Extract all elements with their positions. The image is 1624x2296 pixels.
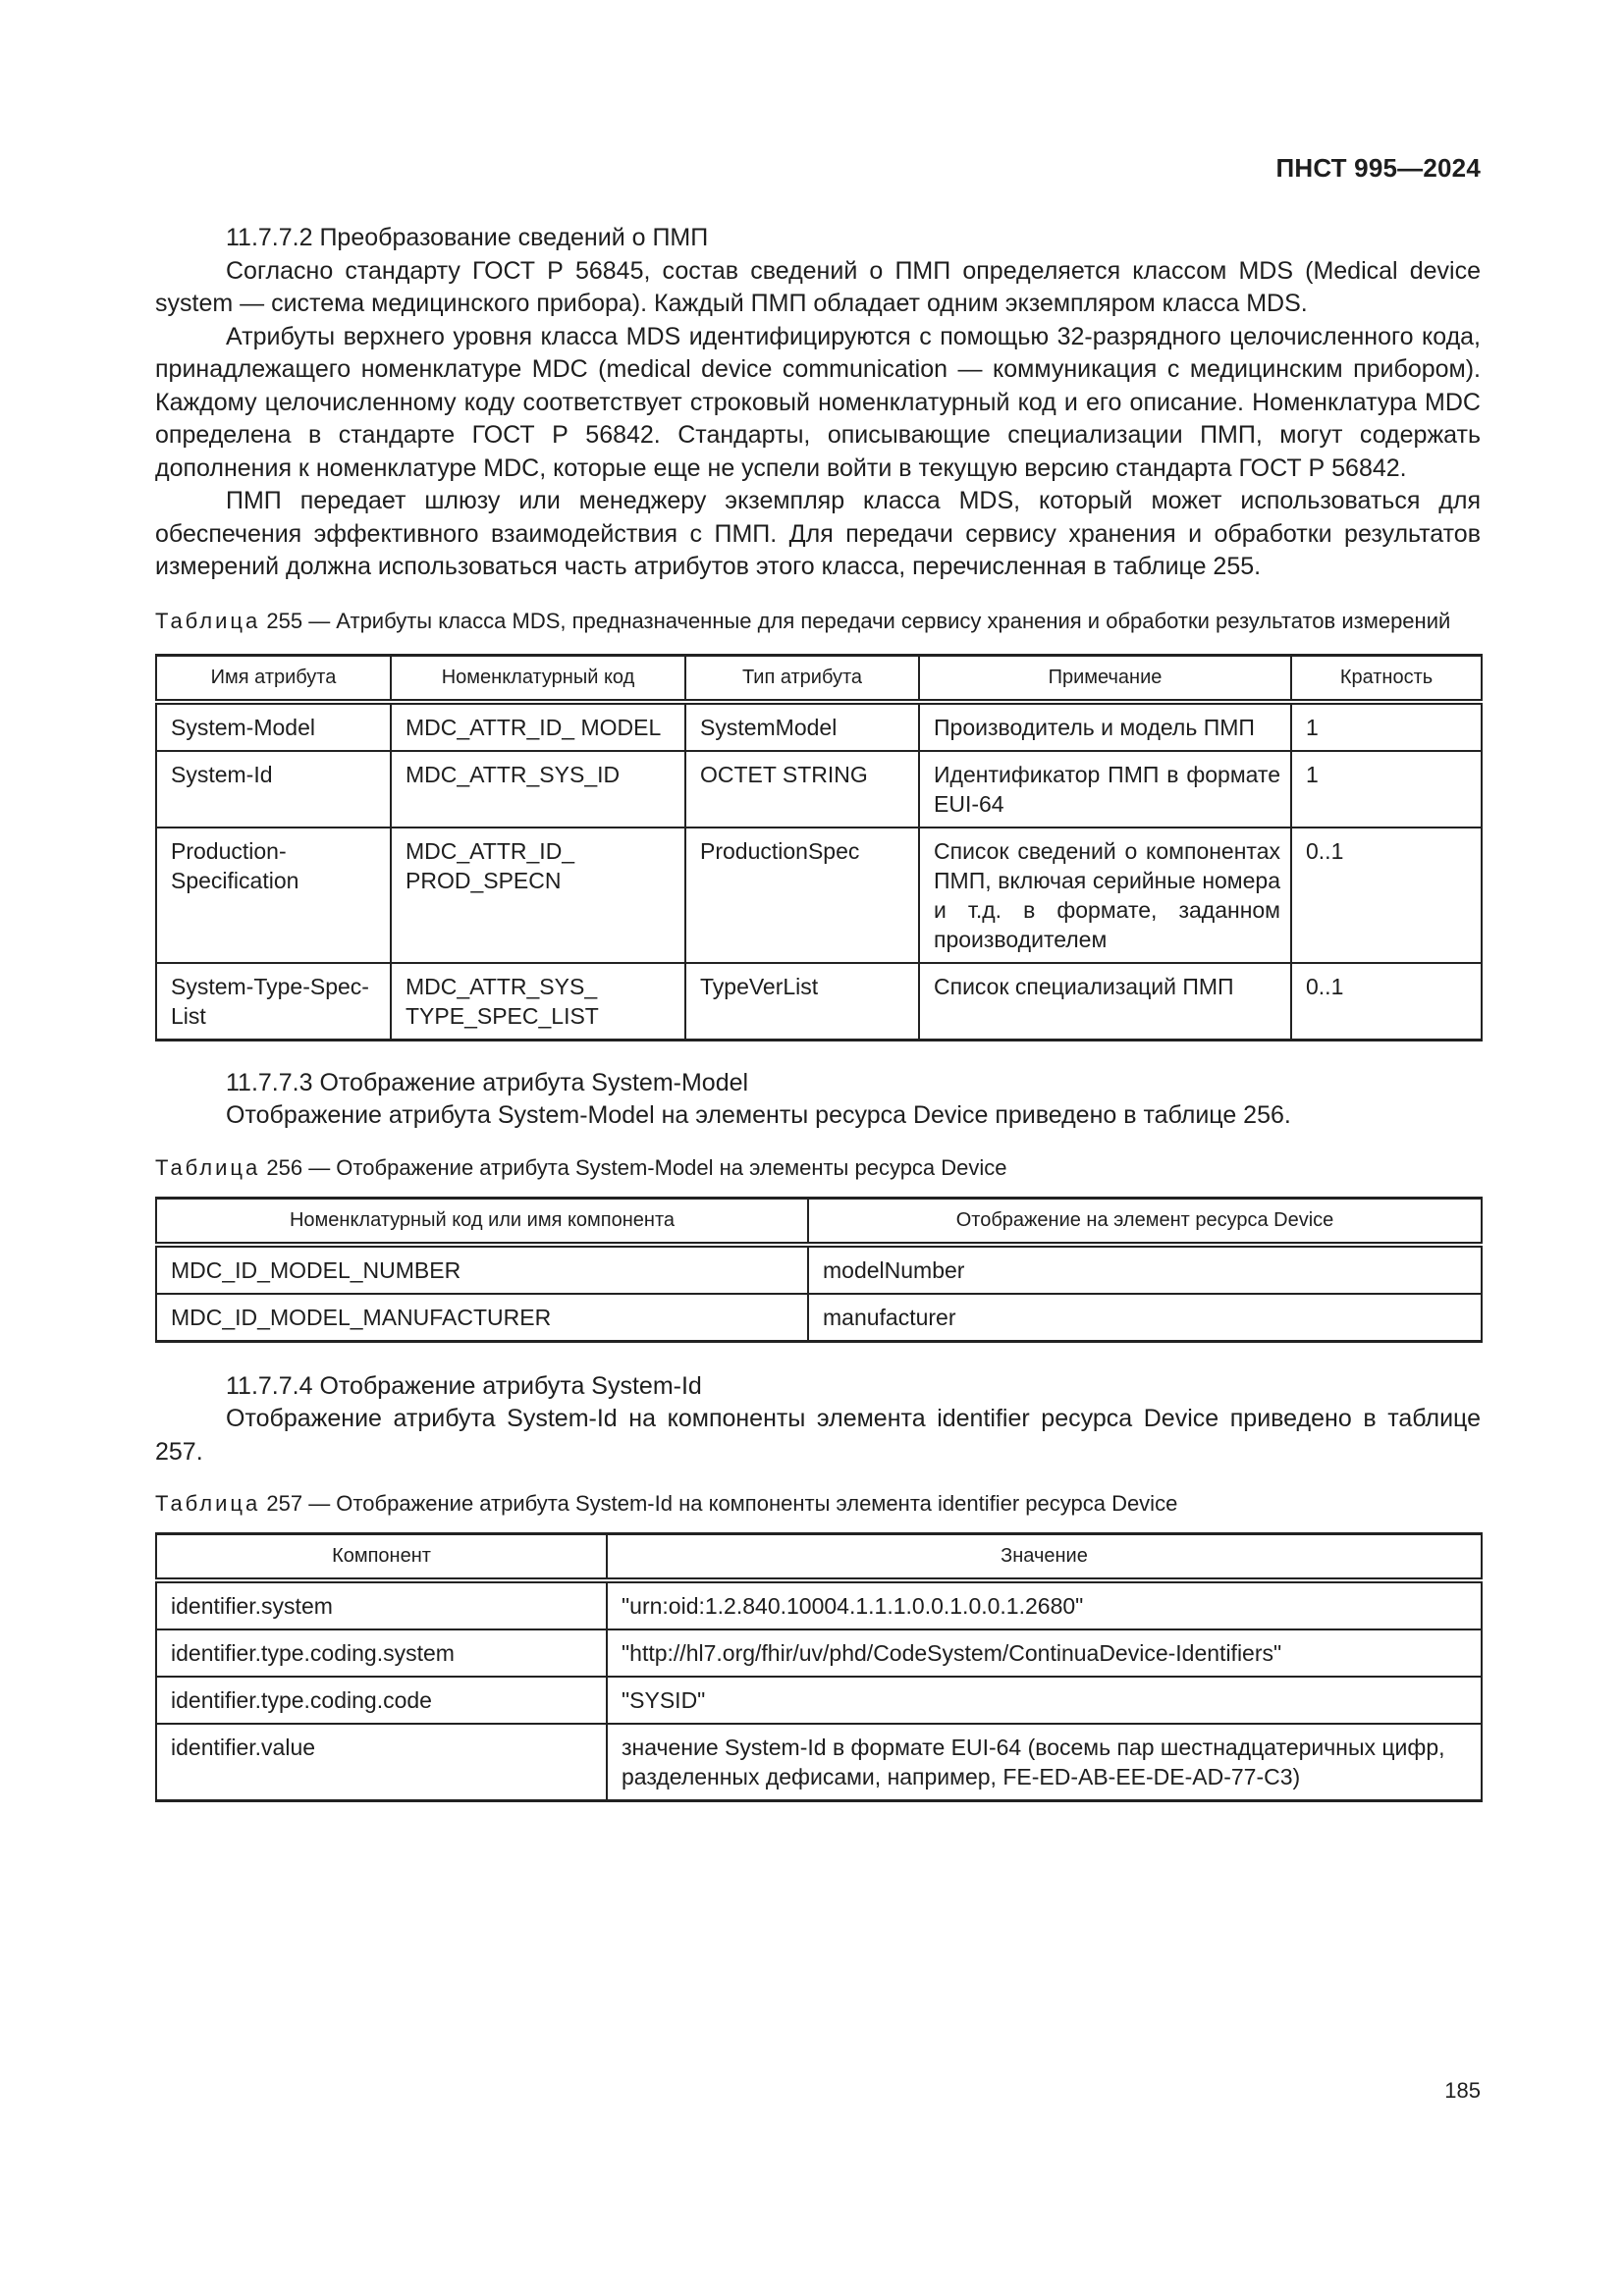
cell-value: "SYSID" — [607, 1677, 1482, 1724]
cell-component: MDC_ID_MODEL_NUMBER — [156, 1245, 808, 1294]
caption-text: 255 — Атрибуты класса MDS, предназначенные для передачи сервису хранения и обработки результатов измерений — [260, 608, 1451, 633]
table-row — [156, 751, 1482, 828]
caption-label: Таблица — [155, 1154, 261, 1180]
column-header: Значение — [607, 1534, 1482, 1581]
column-header: Номенклатурный код — [391, 655, 685, 702]
table-caption-256 — [155, 1152, 1481, 1183]
section-heading-11-7-7-4: 11.7.7.4 Отображение атрибута System-Id — [226, 1371, 702, 1400]
cell-component: identifier.type.coding.code — [156, 1677, 607, 1724]
paragraph: Согласно стандарту ГОСТ Р 56845, состав сведений о ПМП определяется классом MDS (Medical device system — система медицинского прибора). Каждый ПМП обладает одним экземпляром класса MDS. — [155, 256, 1481, 317]
cell-nomenclature-code: MDC_ATTR_ID_ MODEL — [391, 702, 685, 751]
cell-attribute-type: ProductionSpec — [685, 828, 919, 963]
cell-value: "http://hl7.org/fhir/uv/phd/CodeSystem/ContinuaDevice-Identifiers" — [607, 1629, 1482, 1677]
page-number: 185 — [1444, 2078, 1481, 2103]
table-header-row — [156, 1198, 1482, 1245]
cell-attribute-name: Production-Specification — [156, 828, 391, 963]
table-row — [156, 1629, 1482, 1677]
paragraph: ПМП передает шлюзу или менеджеру экземпляр класса MDS, который может использоваться для обеспечения эффективного взаимодействия с ПМП. Для передачи сервису хранения и обработки результатов измерений должна использоваться часть атрибутов этого класса, перечисленная в таблице 255. — [155, 487, 1481, 580]
cell-note: Идентификатор ПМП в формате EUI-64 — [919, 751, 1291, 828]
cell-note: Производитель и модель ПМП — [919, 702, 1291, 751]
table-row — [156, 1245, 1482, 1294]
column-header: Тип атрибута — [685, 655, 919, 702]
table-header-row — [156, 655, 1482, 702]
table-row — [156, 828, 1482, 963]
cell-component: MDC_ID_MODEL_MANUFACTURER — [156, 1294, 808, 1342]
cell-multiplicity: 0..1 — [1291, 963, 1482, 1041]
caption-text: 257 — Отображение атрибута System-Id на компоненты элемента identifier ресурса Device — [260, 1491, 1178, 1516]
cell-multiplicity: 0..1 — [1291, 828, 1482, 963]
table-row — [156, 963, 1482, 1041]
caption-label: Таблица — [155, 1491, 261, 1516]
cell-component: identifier.value — [156, 1724, 607, 1801]
table-header-row — [156, 1534, 1482, 1581]
table-row — [156, 702, 1482, 751]
column-header: Номенклатурный код или имя компонента — [156, 1198, 808, 1245]
cell-attribute-type: TypeVerList — [685, 963, 919, 1041]
cell-attribute-type: OCTET STRING — [685, 751, 919, 828]
cell-nomenclature-code: MDC_ATTR_SYS_ID — [391, 751, 685, 828]
cell-multiplicity: 1 — [1291, 751, 1482, 828]
cell-value: "urn:oid:1.2.840.10004.1.1.1.0.0.1.0.0.1.2680" — [607, 1580, 1482, 1629]
cell-mapping: manufacturer — [808, 1294, 1482, 1342]
page-content — [155, 222, 1481, 1802]
table-row — [156, 1580, 1482, 1629]
table-255 — [155, 654, 1483, 1041]
paragraph: Атрибуты верхнего уровня класса MDS идентифицируются с помощью 32-разрядного целочисленного кода, принадлежащего номенклатуре MDC (medical device communication — коммуникация с медицинским прибором). Каждому целочисленному коду соответствует строковый номенклатурный код и его описание. Номенклатура MDC определена в стандарте ГОСТ Р 56842. Стандарты, описывающие специализации ПМП, могут содержать дополнения к номенклатуре MDC, которые еще не успели войти в текущую версию стандарта ГОСТ Р 56842. — [155, 322, 1481, 482]
table-row — [156, 1677, 1482, 1724]
cell-multiplicity: 1 — [1291, 702, 1482, 751]
section-heading-11-7-7-2: 11.7.7.2 Преобразование сведений о ПМП — [226, 224, 709, 251]
table-caption-257 — [155, 1488, 1481, 1519]
paragraph: Отображение атрибута System-Model на элементы ресурса Device приведено в таблице 256. — [226, 1101, 1291, 1129]
cell-attribute-type: SystemModel — [685, 702, 919, 751]
cell-attribute-name: System-Type-Spec-List — [156, 963, 391, 1041]
column-header: Отображение на элемент ресурса Device — [808, 1198, 1482, 1245]
column-header: Примечание — [919, 655, 1291, 702]
section-heading-11-7-7-3: 11.7.7.3 Отображение атрибута System-Model — [226, 1068, 749, 1096]
caption-label: Таблица — [155, 608, 261, 633]
document-id-header: ПНСТ 995—2024 — [1275, 153, 1481, 183]
cell-value: значение System-Id в формате EUI-64 (восемь пар шестнадцатеричных цифр, разделенных дефисами, например, FE-ED-AB-EE-DE-AD-77-C3) — [607, 1724, 1482, 1801]
cell-nomenclature-code: MDC_ATTR_SYS_ TYPE_SPEC_LIST — [391, 963, 685, 1041]
caption-text: 256 — Отображение атрибута System-Model на элементы ресурса Device — [260, 1154, 1007, 1180]
table-256 — [155, 1197, 1483, 1343]
cell-attribute-name: System-Id — [156, 751, 391, 828]
paragraph: Отображение атрибута System-Id на компоненты элемента identifier ресурса Device приведено в таблице 257. — [155, 1405, 1481, 1466]
cell-note: Список специализаций ПМП — [919, 963, 1291, 1041]
cell-component: identifier.type.coding.system — [156, 1629, 607, 1677]
table-257 — [155, 1532, 1483, 1802]
table-row — [156, 1294, 1482, 1342]
column-header: Кратность — [1291, 655, 1482, 702]
column-header: Компонент — [156, 1534, 607, 1581]
cell-attribute-name: System-Model — [156, 702, 391, 751]
cell-component: identifier.system — [156, 1580, 607, 1629]
cell-note: Список сведений о компонентах ПМП, включая серийные номера и т.д. в формате, заданном производителем — [919, 828, 1291, 963]
table-caption-255 — [155, 606, 1481, 636]
cell-nomenclature-code: MDC_ATTR_ID_ PROD_SPECN — [391, 828, 685, 963]
cell-mapping: modelNumber — [808, 1245, 1482, 1294]
column-header: Имя атрибута — [156, 655, 391, 702]
table-row — [156, 1724, 1482, 1801]
